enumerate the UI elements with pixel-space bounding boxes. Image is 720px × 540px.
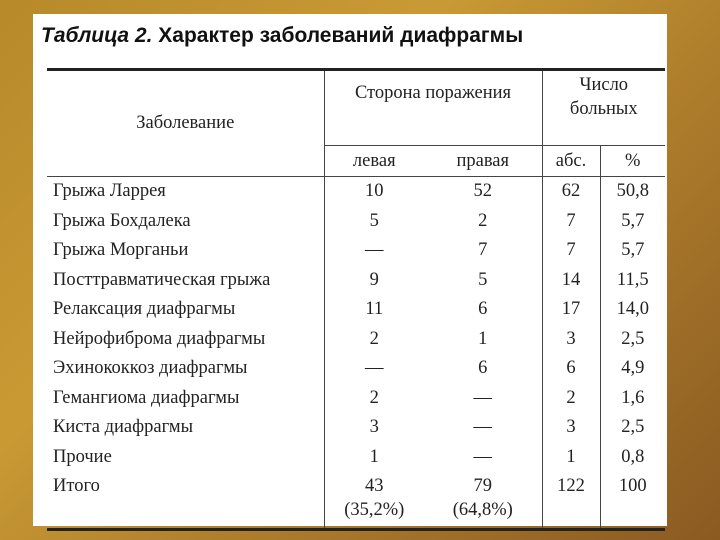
cell-name: Грыжа Ларрея: [53, 181, 166, 202]
cell-abs: 3: [542, 413, 600, 443]
table-title: [41, 24, 523, 48]
table-row: [47, 207, 665, 237]
cell-left: 9: [324, 266, 424, 296]
cell-left: —: [324, 236, 424, 266]
table-row: [47, 325, 665, 355]
header-right: правая: [424, 146, 542, 177]
cell-pct: 50,8: [600, 177, 665, 207]
table-row-total: [47, 472, 665, 530]
cell-name: Киста диафрагмы: [53, 417, 194, 438]
total-right-percent: (64,8%): [452, 500, 513, 520]
cell-name: Нейрофиброма диафрагмы: [53, 328, 266, 349]
header-disease: Заболевание: [47, 70, 324, 177]
cell-abs: 7: [542, 236, 600, 266]
total-right-value: 79: [473, 476, 492, 496]
cell-right: 6: [478, 358, 488, 379]
table-row: [47, 413, 665, 443]
cell-pct: 11,5: [600, 266, 665, 296]
cell-pct: 5,7: [600, 236, 665, 266]
cell-abs: 62: [542, 177, 600, 207]
cell-pct: 2,5: [600, 325, 665, 355]
cell-right: —: [473, 387, 492, 408]
cell-abs: 14: [542, 266, 600, 296]
diseases-table: [47, 68, 665, 531]
cell-name: Гемангиома диафрагмы: [53, 387, 240, 408]
total-pct: [600, 472, 665, 530]
cell-name: Грыжа Морганьи: [53, 240, 189, 261]
cell-left: —: [324, 354, 424, 384]
header-left: левая: [324, 146, 424, 177]
cell-abs: 2: [542, 384, 600, 414]
table-row: [47, 354, 665, 384]
cell-right: 52: [473, 181, 492, 202]
header-row-top: [47, 70, 665, 146]
cell-name: Эхинококкоз диафрагмы: [53, 358, 248, 379]
table-title-lead: Таблица 2.: [41, 24, 153, 47]
cell-abs: 3: [542, 325, 600, 355]
cell-name: Прочие: [53, 446, 112, 467]
total-name: [47, 472, 324, 530]
table-body: [47, 177, 665, 530]
cell-abs: 6: [542, 354, 600, 384]
cell-pct: 0,8: [600, 443, 665, 473]
cell-name: Грыжа Бохдалека: [53, 210, 191, 231]
cell-left: 3: [324, 413, 424, 443]
cell-right: 2: [478, 210, 488, 231]
table-row: [47, 443, 665, 473]
cell-right: —: [473, 417, 492, 438]
cell-left: 11: [324, 295, 424, 325]
total-left: [324, 472, 424, 530]
cell-name: Посттравматическая грыжа: [53, 269, 271, 290]
cell-left: 1: [324, 443, 424, 473]
cell-pct: 2,5: [600, 413, 665, 443]
table-row: [47, 177, 665, 207]
slide-card: [33, 14, 667, 526]
total-pct-value: 100: [618, 476, 647, 496]
cell-pct: 14,0: [600, 295, 665, 325]
table-row: [47, 384, 665, 414]
cell-right: 6: [478, 299, 488, 320]
total-left-percent: (35,2%): [344, 500, 405, 520]
cell-abs: 17: [542, 295, 600, 325]
cell-abs: 7: [542, 207, 600, 237]
total-abs: [542, 472, 600, 530]
cell-left: 2: [324, 384, 424, 414]
total-abs-value: 122: [557, 476, 585, 496]
total-left-value: 43: [365, 476, 384, 496]
cell-pct: 1,6: [600, 384, 665, 414]
cell-right: 5: [478, 269, 488, 290]
header-count: Число больных: [542, 70, 665, 146]
cell-right: —: [473, 446, 492, 467]
cell-right: 1: [478, 328, 488, 349]
header-pct: %: [600, 146, 665, 177]
cell-left: 2: [324, 325, 424, 355]
header-abs: абс.: [542, 146, 600, 177]
total-right: [424, 472, 542, 530]
table-row: [47, 236, 665, 266]
header-side: Сторона поражения: [324, 70, 542, 146]
total-name-value: Итого: [53, 476, 100, 496]
table-title-text: Характер заболеваний диафрагмы: [158, 24, 524, 47]
cell-left: 5: [324, 207, 424, 237]
table-row: [47, 295, 665, 325]
cell-abs: 1: [542, 443, 600, 473]
cell-right: 7: [478, 240, 488, 261]
cell-left: 10: [324, 177, 424, 207]
cell-pct: 4,9: [600, 354, 665, 384]
cell-pct: 5,7: [600, 207, 665, 237]
table-row: [47, 266, 665, 296]
cell-name: Релаксация диафрагмы: [53, 299, 236, 320]
